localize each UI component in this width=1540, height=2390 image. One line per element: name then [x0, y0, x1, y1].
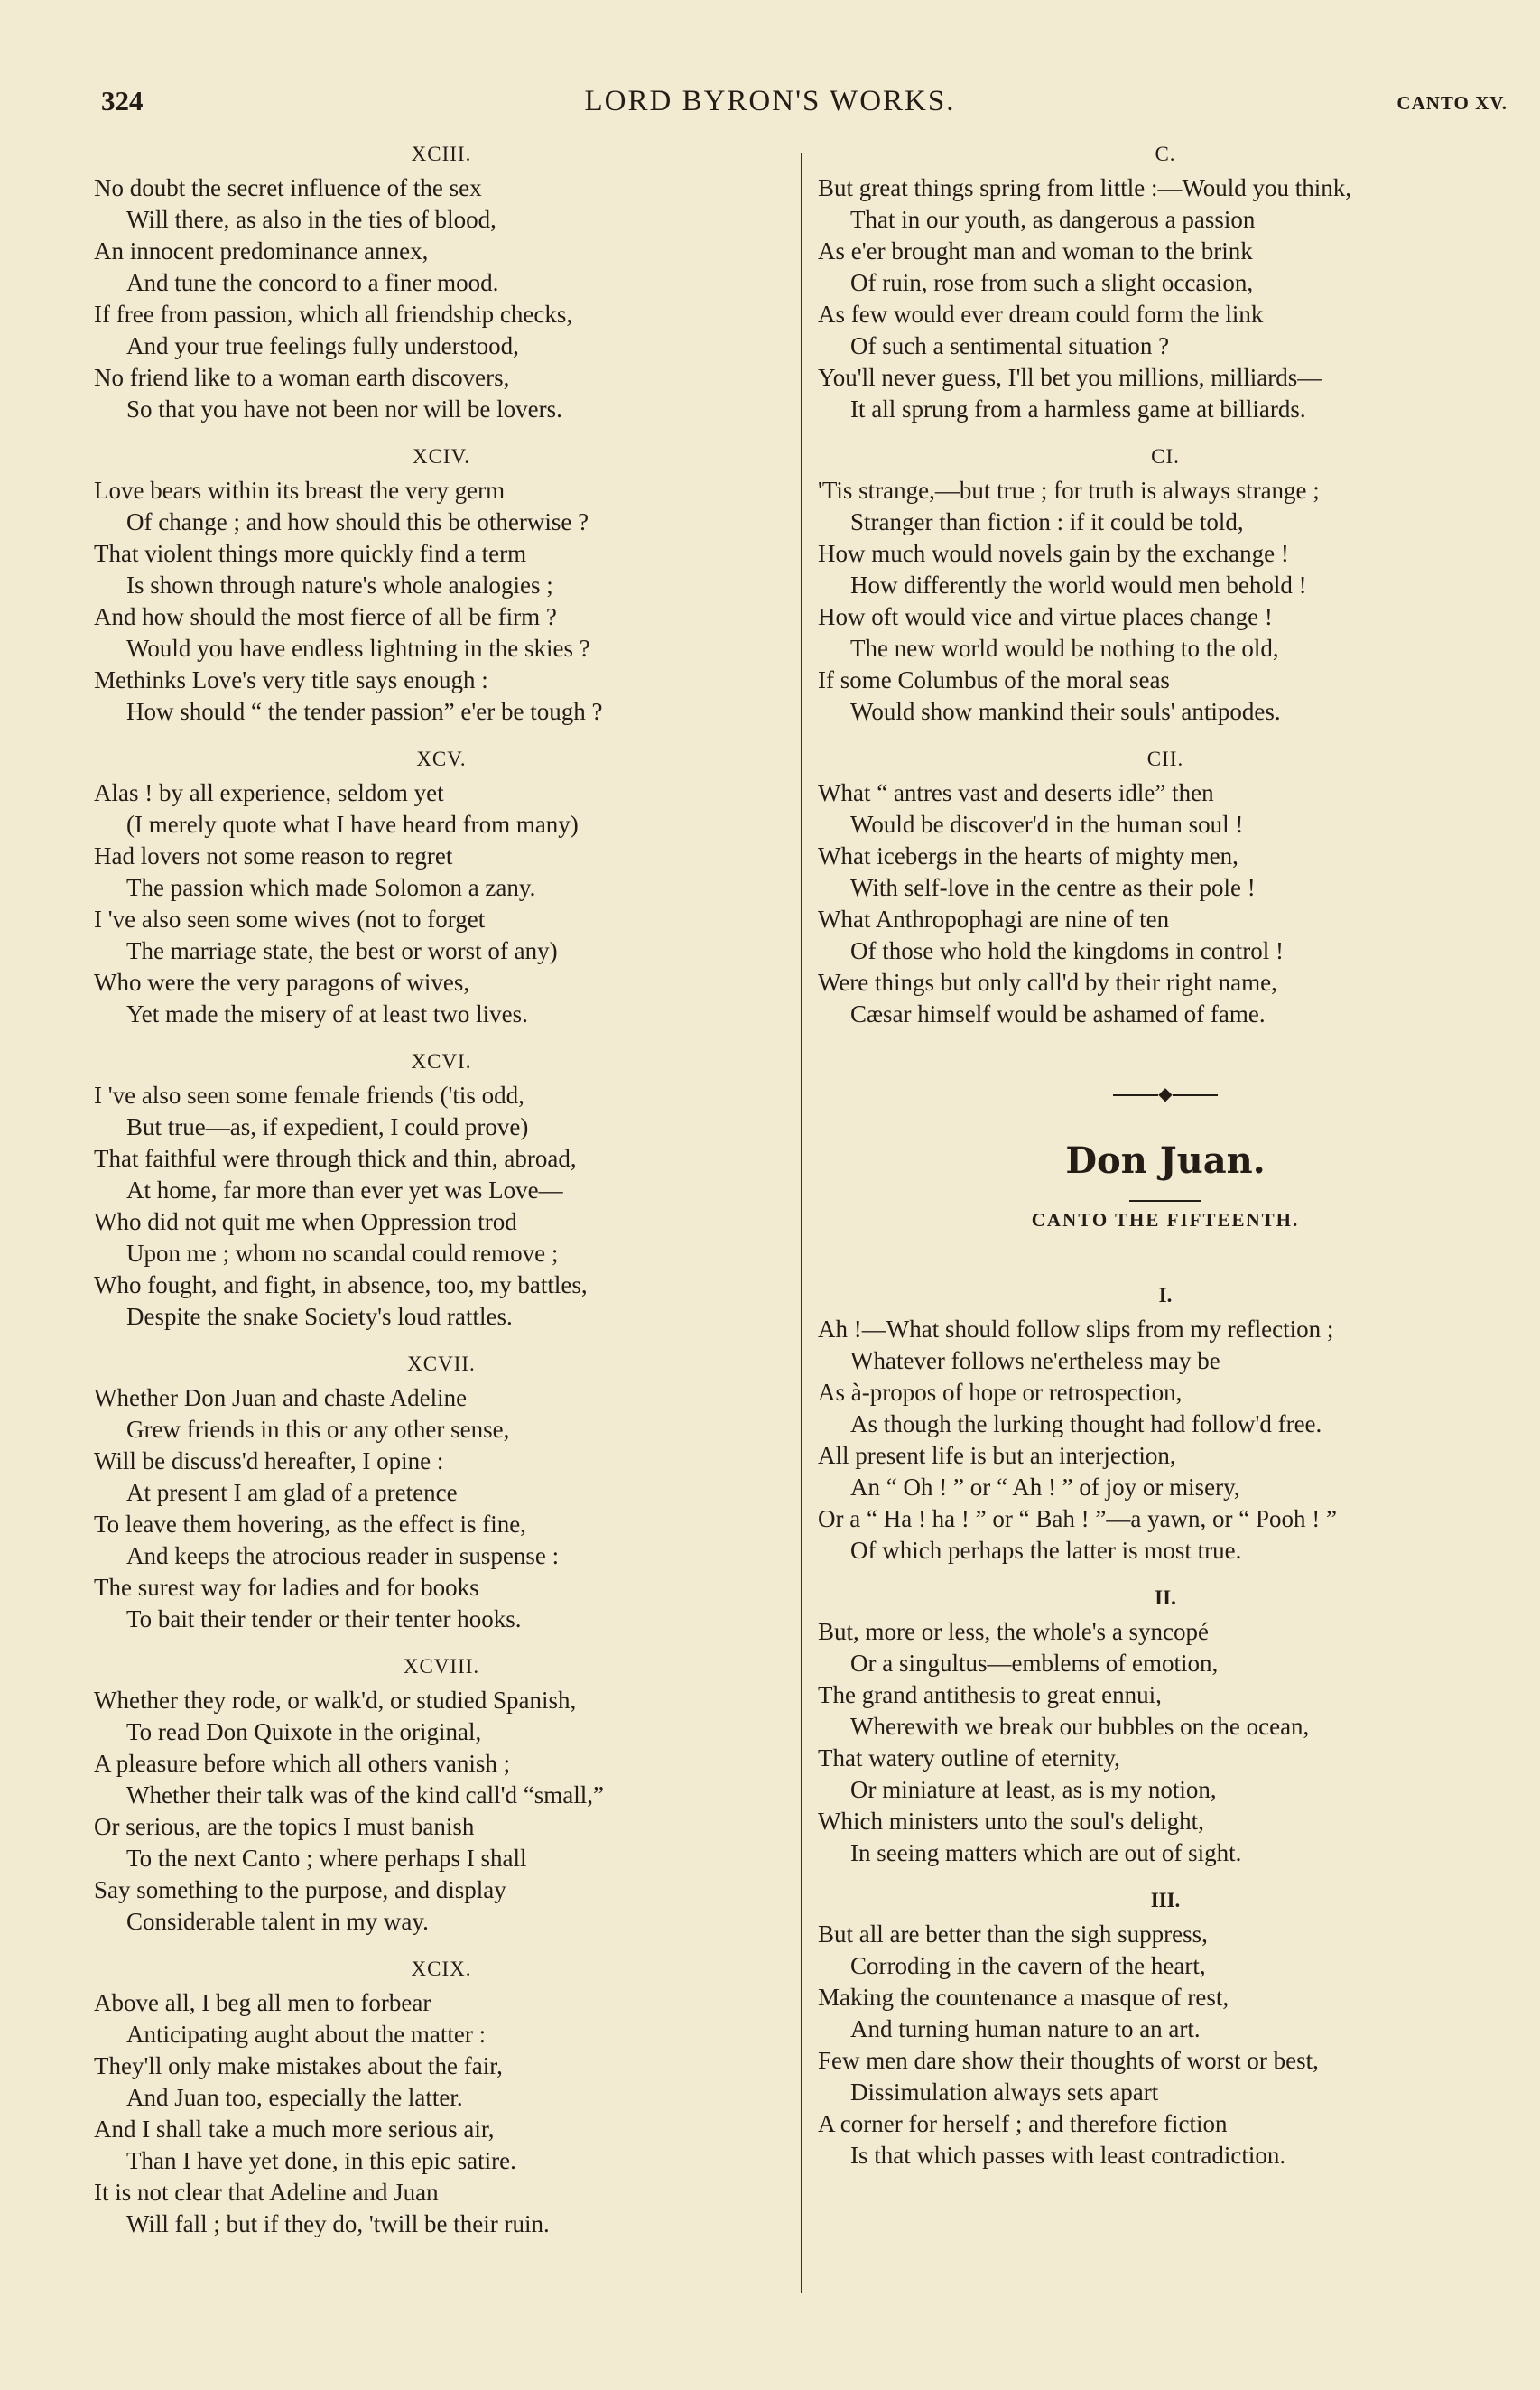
- verse-line: Were things but only call'd by their right name,: [818, 969, 1277, 996]
- verse-line: Say something to the purpose, and display: [94, 1876, 506, 1903]
- stanza: [94, 1353, 789, 1635]
- stanza-number: CI.: [1151, 445, 1180, 468]
- stanza-number: XCIII.: [411, 143, 472, 165]
- running-title: LORD BYRON'S WORKS.: [584, 85, 956, 117]
- verse-line: So that you have not been nor will be lovers.: [126, 395, 562, 423]
- verse-line: Above all, I beg all men to forbear: [94, 1989, 431, 2016]
- stanza-number: XCIX.: [411, 1958, 472, 1980]
- verse-line: The new world would be nothing to the old,: [850, 635, 1279, 662]
- title-rule: [1129, 1200, 1201, 1202]
- verse-line: How should “ the tender passion” e'er be tough ?: [126, 698, 603, 725]
- stanza-number: XCVIII.: [403, 1655, 480, 1678]
- verse-line: With self-love in the centre as their pole !: [850, 874, 1256, 901]
- verse-line: A corner for herself ; and therefore fiction: [818, 2110, 1228, 2137]
- verse-line: And keeps the atrocious reader in suspense :: [126, 1542, 560, 1569]
- stanza: [818, 748, 1513, 1030]
- verse-line: Who were the very paragons of wives,: [94, 969, 470, 996]
- verse-line: That faithful were through thick and thin, abroad,: [94, 1145, 577, 1172]
- verse-line: Or serious, are the topics I must banish: [94, 1813, 475, 1840]
- page-number: 324: [101, 85, 144, 116]
- right-column: [818, 143, 1513, 2191]
- verse-line: As though the lurking thought had follow'd free.: [850, 1410, 1322, 1437]
- canto-label: CANTO XV.: [1396, 92, 1508, 114]
- stanza-number: XCV.: [416, 748, 467, 770]
- new-canto-stanzas: [818, 1284, 1513, 2171]
- verse-line: Will be discuss'd hereafter, I opine :: [94, 1447, 444, 1474]
- verse-line: How differently the world would men behold !: [850, 572, 1307, 599]
- verse-line: Wherewith we break our bubbles on the ocean,: [850, 1713, 1310, 1740]
- verse-line: At home, far more than ever yet was Love—: [126, 1176, 563, 1204]
- verse-line: All present life is but an interjection,: [818, 1442, 1176, 1469]
- verse-line: Whatever follows ne'ertheless may be: [850, 1347, 1220, 1374]
- stanza-number: I.: [1158, 1284, 1173, 1307]
- verse-line: To read Don Quixote in the original,: [126, 1718, 482, 1745]
- verse-line: To bait their tender or their tenter hooks.: [126, 1605, 522, 1632]
- stanza-number: CII.: [1146, 748, 1184, 770]
- verse-line: Considerable talent in my way.: [126, 1908, 429, 1935]
- verse-line: Alas ! by all experience, seldom yet: [94, 779, 444, 806]
- verse-line: Of which perhaps the latter is most true.: [850, 1537, 1242, 1564]
- verse-line: They'll only make mistakes about the fair,: [94, 2052, 503, 2079]
- verse-line: Stranger than fiction : if it could be told,: [850, 508, 1244, 535]
- verse-line: That violent things more quickly find a term: [94, 540, 527, 567]
- verse-line: (I merely quote what I have heard from many): [126, 811, 579, 838]
- verse-line: Ah !—What should follow slips from my reflection ;: [818, 1316, 1334, 1343]
- stanza: [94, 1050, 789, 1333]
- section-ornament: ◆: [818, 1083, 1513, 1105]
- stanza-number: XCIV.: [412, 445, 470, 468]
- verse-line: Cæsar himself would be ashamed of fame.: [850, 1000, 1266, 1028]
- verse-line: Which ministers unto the soul's delight,: [818, 1808, 1204, 1835]
- verse-line: And Juan too, especially the latter.: [126, 2084, 463, 2111]
- verse-line: Or a singultus—emblems of emotion,: [850, 1650, 1219, 1677]
- verse-line: Or a “ Ha ! ha ! ” or “ Bah ! ”—a yawn, or “ Pooh ! ”: [818, 1505, 1338, 1532]
- verse-line: As e'er brought man and woman to the brink: [818, 237, 1253, 265]
- verse-line: Would you have endless lightning in the skies ?: [126, 635, 590, 662]
- stanza: [818, 445, 1513, 728]
- verse-line: What “ antres vast and deserts idle” then: [818, 779, 1214, 806]
- poem-title: Don Juan.: [1065, 1139, 1266, 1182]
- verse-line: But, more or less, the whole's a syncopé: [818, 1618, 1210, 1645]
- verse-line: But all are better than the sigh suppress,: [818, 1920, 1208, 1948]
- stanza: [818, 1284, 1513, 1567]
- column-divider: [801, 153, 802, 2293]
- verse-line: If free from passion, which all friendship checks,: [94, 301, 573, 328]
- verse-line: You'll never guess, I'll bet you millions, milliards—: [818, 364, 1322, 391]
- stanza: [94, 748, 789, 1030]
- canto-title: CANTO THE FIFTEENTH.: [1031, 1209, 1300, 1231]
- verse-line: Yet made the misery of at least two lives.: [126, 1000, 528, 1028]
- verse-line: Or miniature at least, as is my notion,: [850, 1776, 1217, 1803]
- verse-line: Few men dare show their thoughts of worst or best,: [818, 2047, 1319, 2074]
- stanza-number: II.: [1155, 1586, 1176, 1609]
- verse-line: And how should the most fierce of all be firm ?: [94, 603, 557, 630]
- stanza: [94, 1655, 789, 1938]
- running-header: [0, 85, 1540, 130]
- verse-line: Would be discover'd in the human soul !: [850, 811, 1244, 838]
- verse-line: I 've also seen some wives (not to forget: [94, 906, 486, 933]
- verse-line: That watery outline of eternity,: [818, 1744, 1120, 1772]
- verse-line: Anticipating aught about the matter :: [126, 2021, 487, 2048]
- verse-line: As à-propos of hope or retrospection,: [818, 1379, 1183, 1406]
- verse-line: What Anthropophagi are nine of ten: [818, 906, 1170, 933]
- verse-line: Whether Don Juan and chaste Adeline: [94, 1384, 468, 1411]
- verse-line: Than I have yet done, in this epic satire.: [126, 2147, 516, 2174]
- verse-line: Is that which passes with least contradiction.: [850, 2142, 1286, 2169]
- verse-line: Of those who hold the kingdoms in control !: [850, 937, 1284, 964]
- verse-line: Would show mankind their souls' antipodes.: [850, 698, 1281, 725]
- verse-line: It is not clear that Adeline and Juan: [94, 2179, 439, 2206]
- verse-line: 'Tis strange,—but true ; for truth is always strange ;: [818, 477, 1320, 504]
- verse-line: How oft would vice and virtue places change !: [818, 603, 1273, 630]
- verse-line: In seeing matters which are out of sight.: [850, 1839, 1242, 1866]
- stanza: [818, 1586, 1513, 1869]
- verse-line: Is shown through nature's whole analogies ;: [126, 572, 553, 599]
- left-column: [94, 143, 789, 2260]
- stanza-number: C.: [1155, 143, 1176, 165]
- verse-line: Of ruin, rose from such a slight occasion,: [850, 269, 1254, 296]
- verse-line: Grew friends in this or any other sense,: [126, 1416, 510, 1443]
- verse-line: And your true feelings fully understood,: [126, 332, 519, 359]
- stanza: [94, 143, 789, 425]
- verse-line: Whether their talk was of the kind call'd “small,”: [126, 1781, 604, 1809]
- verse-line: That in our youth, as dangerous a passion: [850, 206, 1256, 233]
- verse-line: If some Columbus of the moral seas: [818, 666, 1170, 693]
- verse-line: Corroding in the cavern of the heart,: [850, 1952, 1206, 1979]
- verse-line: Making the countenance a masque of rest,: [818, 1984, 1229, 2011]
- verse-line: At present I am glad of a pretence: [126, 1479, 458, 1506]
- verse-line: Methinks Love's very title says enough :: [94, 666, 488, 693]
- verse-line: An innocent predominance annex,: [94, 237, 429, 265]
- verse-line: Of such a sentimental situation ?: [850, 332, 1170, 359]
- verse-line: Who fought, and fight, in absence, too, my battles,: [94, 1271, 588, 1298]
- verse-line: No friend like to a woman earth discovers,: [94, 364, 510, 391]
- verse-line: But great things spring from little :—Would you think,: [818, 174, 1352, 201]
- verse-line: But true—as, if expedient, I could prove): [126, 1113, 529, 1140]
- verse-line: Dissimulation always sets apart: [850, 2078, 1159, 2106]
- verse-line: To leave them hovering, as the effect is fine,: [94, 1511, 526, 1538]
- verse-line: Upon me ; whom no scandal could remove ;: [126, 1240, 559, 1267]
- verse-line: Who did not quit me when Oppression trod: [94, 1208, 517, 1235]
- verse-line: Love bears within its breast the very germ: [94, 477, 506, 504]
- stanza: [818, 1889, 1513, 2171]
- verse-line: The surest way for ladies and for books: [94, 1574, 479, 1601]
- stanza-number: III.: [1150, 1889, 1181, 1911]
- verse-line: It all sprung from a harmless game at billiards.: [850, 395, 1306, 423]
- verse-line: I 've also seen some female friends ('tis odd,: [94, 1082, 524, 1109]
- verse-line: Will fall ; but if they do, 'twill be their ruin.: [126, 2210, 550, 2237]
- stanza-number: XCVII.: [407, 1353, 476, 1375]
- stanza: [94, 445, 789, 728]
- verse-line: The passion which made Solomon a zany.: [126, 874, 536, 901]
- verse-line: A pleasure before which all others vanish ;: [94, 1750, 511, 1777]
- stanza-number: XCVI.: [411, 1050, 472, 1073]
- verse-line: And tune the concord to a finer mood.: [126, 269, 499, 296]
- stanza: [94, 1958, 789, 2240]
- verse-line: Had lovers not some reason to regret: [94, 842, 453, 870]
- verse-line: An “ Oh ! ” or “ Ah ! ” of joy or misery,: [850, 1474, 1240, 1501]
- verse-line: And turning human nature to an art.: [850, 2015, 1201, 2042]
- verse-line: Whether they rode, or walk'd, or studied Spanish,: [94, 1687, 577, 1714]
- verse-line: How much would novels gain by the exchange !: [818, 540, 1289, 567]
- verse-line: As few would ever dream could form the link: [818, 301, 1264, 328]
- verse-line: No doubt the secret influence of the sex: [94, 174, 482, 201]
- verse-line: And I shall take a much more serious air,: [94, 2116, 495, 2143]
- verse-line: Of change ; and how should this be otherwise ?: [126, 508, 589, 535]
- verse-line: Despite the snake Society's loud rattles.: [126, 1303, 513, 1330]
- right-column-stanzas: [818, 143, 1513, 1030]
- verse-line: The marriage state, the best or worst of any): [126, 937, 558, 964]
- verse-line: To the next Canto ; where perhaps I shall: [126, 1845, 527, 1872]
- verse-line: What icebergs in the hearts of mighty men,: [818, 842, 1238, 870]
- verse-line: The grand antithesis to great ennui,: [818, 1681, 1162, 1708]
- verse-line: Will there, as also in the ties of blood,: [126, 206, 496, 233]
- stanza: [818, 143, 1513, 425]
